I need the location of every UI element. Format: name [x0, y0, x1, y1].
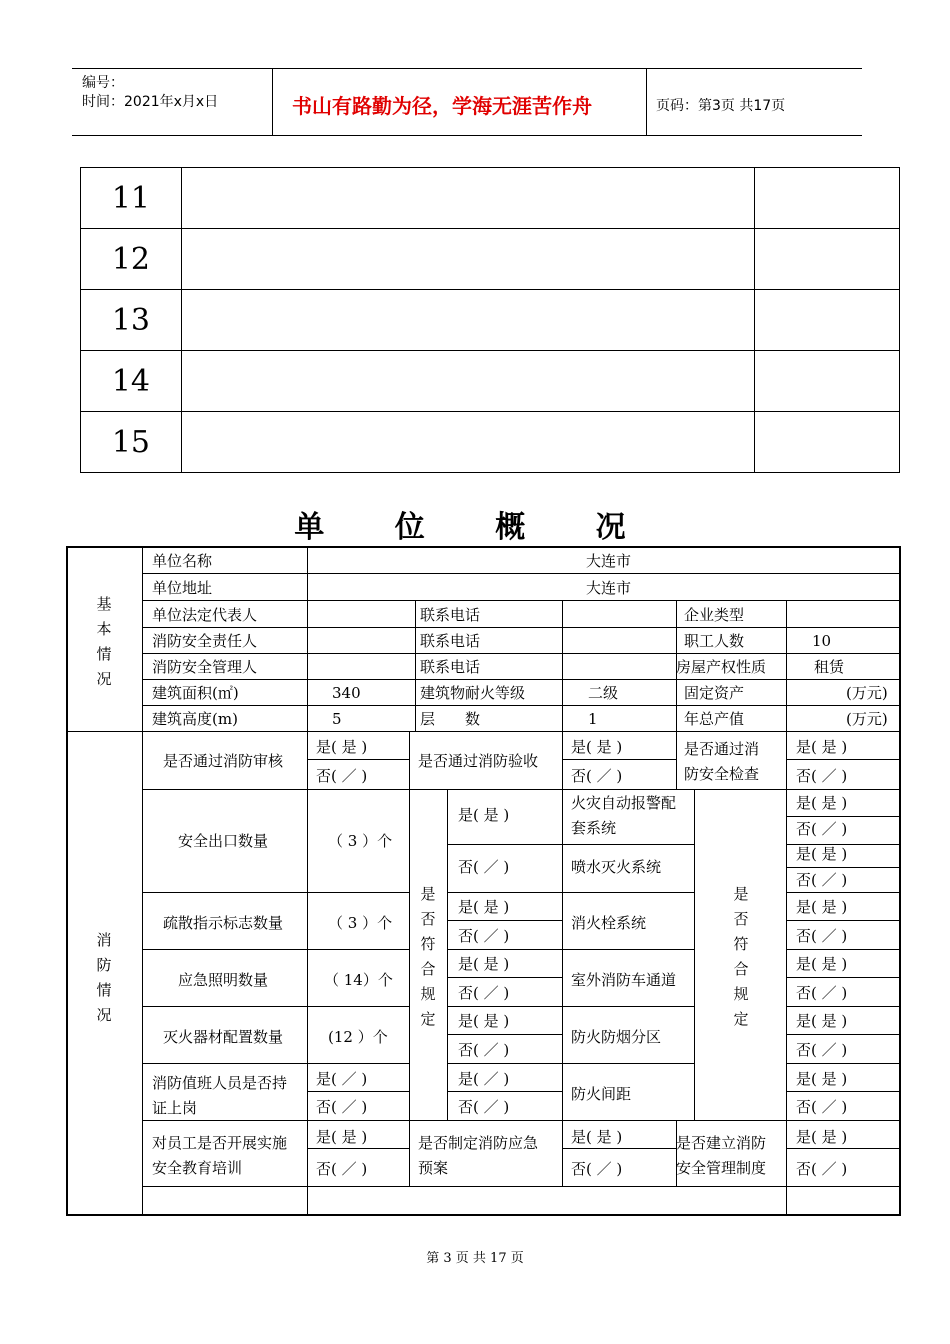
table-row	[81, 290, 900, 351]
grid-line	[786, 977, 901, 978]
header-number-label: 编号：	[82, 75, 124, 91]
alarm-yes: 是( 是 )	[458, 806, 510, 824]
grid-line	[142, 573, 901, 574]
unit-wan: (万元)	[846, 684, 888, 702]
grid-line	[66, 1214, 901, 1216]
staff-count-value: 10	[812, 632, 832, 650]
training-yes: 是( 是 )	[316, 1128, 368, 1146]
fire-section-label: 消 防 情 况	[96, 931, 112, 1024]
spacing-yes-r: 是( 是 )	[796, 1070, 848, 1088]
grid-line	[447, 920, 562, 921]
grid-line	[142, 1186, 901, 1187]
safety-responsible-label: 消防安全责任人	[152, 632, 258, 650]
sprinkler-no-r: 否( ／ )	[796, 871, 848, 889]
exit-label: 安全出口数量	[178, 832, 269, 850]
grid-line	[447, 892, 694, 893]
extinguisher-label: 灭火器材配置数量	[163, 1028, 284, 1046]
alarm-yes-r: 是( 是 )	[796, 794, 848, 812]
staff-count-label: 职工人数	[684, 632, 745, 650]
header-divider	[646, 68, 647, 136]
outdoor-yes-r: 是( 是 )	[796, 955, 848, 973]
plan-yes: 是( 是 )	[571, 1128, 623, 1146]
fire-rating-label: 建筑物耐火等级	[420, 684, 526, 702]
grid-line	[899, 546, 901, 1216]
grid-line	[786, 920, 901, 921]
alarm-label: 套系统	[571, 819, 617, 837]
grid-line	[142, 892, 410, 893]
floors-label: 层 数	[420, 710, 481, 728]
check-yes: 是( 是 )	[796, 738, 848, 756]
outdoor-label: 室外消防车通道	[571, 971, 677, 989]
grid-line	[409, 1120, 410, 1186]
review-yes: 是( 是 )	[316, 738, 368, 756]
grid-line	[447, 1034, 562, 1035]
grid-line	[786, 892, 901, 893]
duty-yes: 是( ／ )	[316, 1070, 368, 1088]
enterprise-type-label: 企业类型	[684, 606, 745, 624]
grid-line	[307, 546, 308, 731]
sprinkler-label: 喷水灭火系统	[571, 858, 662, 876]
duty-label: 消防值班人员是否持	[152, 1074, 288, 1092]
legal-rep-label: 单位法定代表人	[152, 606, 258, 624]
hydrant-no: 否( ／ )	[458, 927, 510, 945]
row-number: 12	[81, 229, 182, 290]
header-page-code: 页码：第3页 共17页	[656, 98, 786, 114]
grid-line	[694, 789, 695, 1120]
spacing-label: 防火间距	[571, 1085, 632, 1103]
grid-line	[786, 731, 787, 1214]
grid-line	[786, 1091, 901, 1092]
grid-line	[786, 816, 901, 817]
phone-label: 联系电话	[420, 632, 481, 650]
grid-line	[786, 949, 901, 950]
grid-line	[786, 600, 787, 731]
spacing-no: 否( ／ )	[458, 1098, 510, 1116]
grid-line	[447, 1063, 694, 1064]
extinguisher-count: (12 ）个	[328, 1028, 388, 1046]
smoke-yes-r: 是( 是 )	[796, 1012, 848, 1030]
training-label: 安全教育培训	[152, 1159, 243, 1177]
grid-line	[786, 1063, 901, 1064]
acceptance-label: 是否通过消防验收	[418, 752, 539, 770]
plan-label: 预案	[418, 1159, 449, 1177]
table-row	[81, 229, 900, 290]
grid-line	[142, 949, 410, 950]
grid-line	[562, 731, 563, 789]
spacing-no-r: 否( ／ )	[796, 1098, 848, 1116]
grid-line	[562, 1148, 676, 1149]
comply-label: 是 否 符 合 规 定	[420, 885, 436, 1028]
unit-wan: (万元)	[846, 710, 888, 728]
comply-label: 是 否 符 合 规 定	[733, 885, 749, 1028]
grid-line	[409, 731, 410, 789]
phone-label: 联系电话	[420, 658, 481, 676]
safety-manager-label: 消防安全管理人	[152, 658, 258, 676]
sign-count: （ 3 ）个	[328, 914, 393, 932]
area-value: 340	[332, 684, 361, 702]
alarm-label: 火灾自动报警配	[571, 794, 677, 812]
grid-line	[447, 844, 694, 845]
grid-line	[562, 600, 563, 731]
review-no: 否( ／ )	[316, 767, 368, 785]
unit-overview-table	[66, 546, 901, 1216]
grid-line	[142, 1006, 410, 1007]
row-number: 11	[81, 168, 182, 229]
row-number: 13	[81, 290, 182, 351]
table-row	[81, 351, 900, 412]
hydrant-no-r: 否( ／ )	[796, 927, 848, 945]
sprinkler-no: 否( ／ )	[458, 858, 510, 876]
smoke-label: 防火防烟分区	[571, 1028, 662, 1046]
training-label: 对员工是否开展实施	[152, 1134, 288, 1152]
light-label: 应急照明数量	[178, 971, 269, 989]
plan-label: 是否制定消防应急	[418, 1134, 539, 1152]
floors-value: 1	[588, 710, 598, 728]
review-label: 是否通过消防审核	[163, 752, 284, 770]
acceptance-no: 否( ／ )	[571, 767, 623, 785]
numbered-rows-table	[80, 167, 900, 473]
phone-label: 联系电话	[420, 606, 481, 624]
check-label: 是否通过消	[684, 740, 760, 758]
duty-label: 证上岗	[152, 1099, 198, 1117]
grid-line	[786, 759, 901, 760]
annual-output-label: 年总产值	[684, 710, 745, 728]
grid-line	[562, 789, 563, 1120]
outdoor-yes: 是( 是 )	[458, 955, 510, 973]
grid-line	[447, 1091, 562, 1092]
grid-line	[307, 759, 409, 760]
property-value: 租赁	[814, 658, 845, 676]
smoke-no: 否( ／ )	[458, 1041, 510, 1059]
grid-line	[142, 679, 901, 680]
light-count: （ 14）个	[324, 971, 393, 989]
grid-line	[562, 1120, 563, 1186]
basic-section-label: 基 本 情 况	[96, 595, 112, 688]
duty-no: 否( ／ )	[316, 1098, 368, 1116]
grid-line	[409, 789, 410, 1120]
header-time: 时间：2021年x月x日	[82, 94, 219, 110]
hydrant-yes-r: 是( 是 )	[796, 898, 848, 916]
grid-line	[142, 600, 901, 601]
hydrant-label: 消火栓系统	[571, 914, 647, 932]
grid-line	[786, 867, 901, 868]
exit-count: （ 3 ）个	[328, 832, 393, 850]
header-divider	[272, 68, 273, 136]
grid-line	[142, 705, 901, 706]
outdoor-no: 否( ／ )	[458, 984, 510, 1002]
sign-label: 疏散指示标志数量	[163, 914, 284, 932]
alarm-no-r: 否( ／ )	[796, 820, 848, 838]
grid-line	[307, 1148, 409, 1149]
check-no: 否( ／ )	[796, 767, 848, 785]
grid-line	[142, 653, 901, 654]
row-number: 14	[81, 351, 182, 412]
unit-name-label: 单位名称	[152, 552, 213, 570]
grid-line	[676, 731, 677, 789]
grid-line	[447, 789, 448, 1120]
grid-line	[66, 546, 68, 1216]
grid-line	[142, 627, 901, 628]
fire-rating-value: 二级	[588, 684, 619, 702]
grid-line	[66, 731, 901, 732]
grid-line	[786, 1148, 901, 1149]
table-row	[81, 412, 900, 473]
grid-line	[447, 977, 562, 978]
grid-line	[562, 759, 676, 760]
property-label: 房屋产权性质	[676, 658, 767, 676]
sprinkler-yes-r: 是( 是 )	[796, 845, 848, 863]
grid-line	[142, 789, 901, 790]
smoke-no-r: 否( ／ )	[796, 1041, 848, 1059]
spacing-yes: 是( ／ )	[458, 1070, 510, 1088]
grid-line	[307, 1091, 409, 1092]
grid-line	[307, 731, 308, 1214]
smoke-yes: 是( 是 )	[458, 1012, 510, 1030]
header-top-rule	[72, 68, 862, 69]
grid-line	[66, 546, 901, 548]
page-footer: 第 3 页 共 17 页	[426, 1251, 524, 1266]
plan-no: 否( ／ )	[571, 1160, 623, 1178]
unit-name-value: 大连市	[586, 552, 632, 570]
hydrant-yes: 是( 是 )	[458, 898, 510, 916]
system-yes: 是( 是 )	[796, 1128, 848, 1146]
row-number: 15	[81, 412, 182, 473]
grid-line	[142, 546, 143, 1216]
header-bottom-rule	[72, 135, 862, 136]
height-label: 建筑高度(m)	[152, 710, 238, 728]
grid-line	[415, 600, 416, 731]
grid-line	[447, 1006, 694, 1007]
area-label: 建筑面积(㎡)	[152, 684, 239, 702]
training-no: 否( ／ )	[316, 1160, 368, 1178]
fixed-assets-label: 固定资产	[684, 684, 745, 702]
page-title: 单 位 概 况	[294, 510, 656, 545]
height-value: 5	[332, 710, 342, 728]
system-label: 是否建立消防	[676, 1134, 767, 1152]
grid-line	[142, 1120, 901, 1121]
grid-line	[447, 949, 694, 950]
unit-address-value: 大连市	[586, 579, 632, 597]
check-label: 防安全检查	[684, 765, 760, 783]
acceptance-yes: 是( 是 )	[571, 738, 623, 756]
grid-line	[786, 1006, 901, 1007]
grid-line	[142, 1063, 410, 1064]
table-row	[81, 168, 900, 229]
system-no: 否( ／ )	[796, 1160, 848, 1178]
header-motto: 书山有路勤为径，学海无涯苦作舟	[292, 94, 592, 118]
system-label: 安全管理制度	[676, 1159, 767, 1177]
grid-line	[786, 1034, 901, 1035]
unit-address-label: 单位地址	[152, 579, 213, 597]
outdoor-no-r: 否( ／ )	[796, 984, 848, 1002]
